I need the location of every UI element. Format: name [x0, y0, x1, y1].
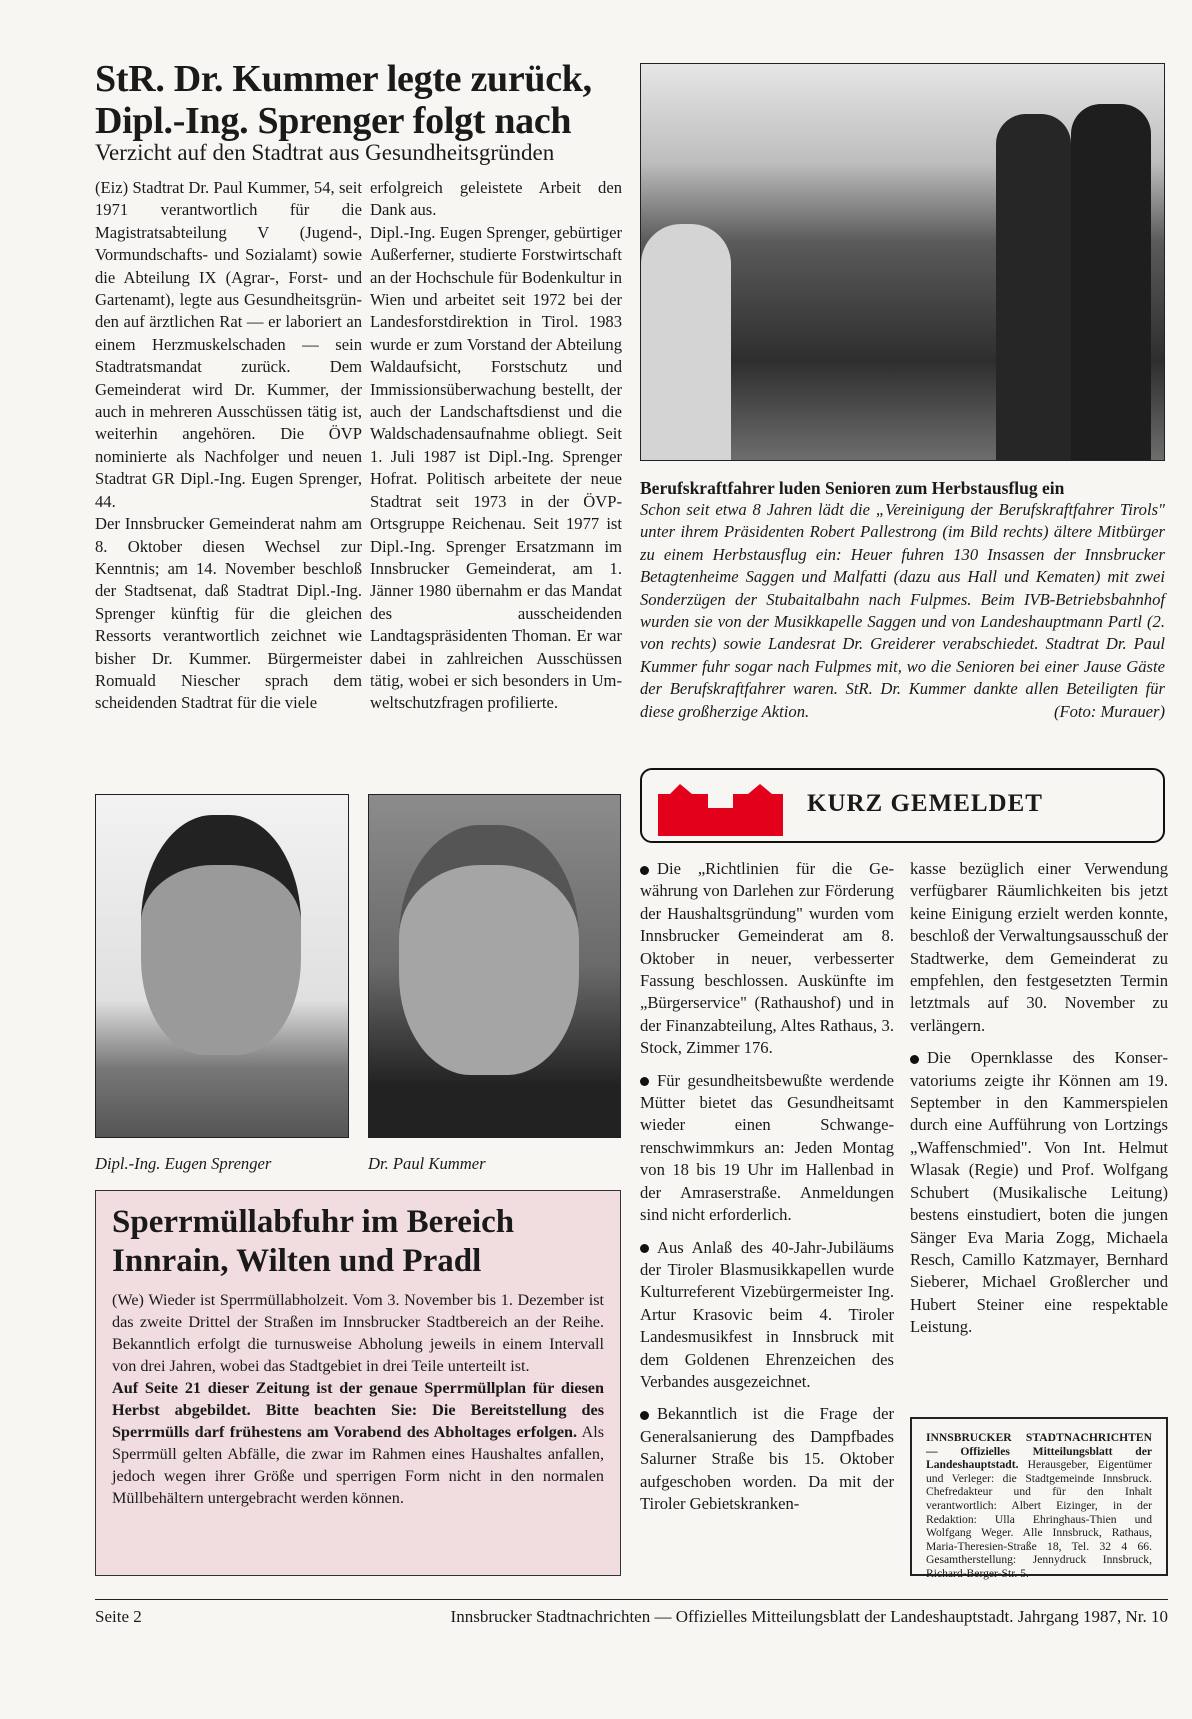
box-title: Sperrmüllabfuhr im Bereich Innrain, Wilten und Pradl	[112, 1204, 515, 1279]
portrait-sprenger	[95, 794, 349, 1138]
news-item-continued: kasse bezüglich einer Verwendung verfügbarer Räumlichkeiten bis jetzt keine Einigung erzielt werden konnte, beschloß der Verwaltungsausschuß der Stadtwerke, dem Gemeinderat zu empfehlen, den festgesetzten Termin letztmals auf 30. November zu verlängern.	[910, 859, 1168, 1035]
portrait-face	[399, 825, 579, 1075]
article-column-2	[370, 177, 622, 715]
kurz-column-2	[910, 858, 1168, 1339]
photo-figure	[641, 224, 731, 461]
seniors-group-photo	[640, 63, 1165, 461]
sperrmuell-box	[95, 1190, 621, 1576]
page-number: Seite 2	[95, 1607, 142, 1626]
caption-text	[640, 499, 1165, 723]
caption-body: Schon seit etwa 8 Jahren lädt die „Vereinigung der Berufskraftfahrer Tirols" unter ihrem Präsidenten Robert Pallestrong (im Bild rechts) ältere Mitbürger zu einem Herbstausflug ein: Heuer fuhren 130 Insassen der Innsbrucker Betagtenheime Saggen und Malfatti (dazu aus Hall und Kematen) mit zwei Sonderzügen der Stubaitalbahn nach Fulpmes. Beim IVB-Betriebsbahnhof wurden sie von der Musikkapelle Saggen und von Landeshauptmann Partl (2. von rechts) sowie Landesrat Dr. Greiderer verabschiedet. Stadtrat Dr. Paul Kummer fuhr sogar nach Fulpmes mit, wo die Senioren bei einer Jause Gäste der Berufskraftfahrer waren. StR. Dr. Kummer dankte allen Beteiligten für diese großherzige Aktion.	[640, 500, 1165, 721]
impressum-box: INNSBRUCKER STADTNACHRICHTEN — Offizielles Mitteilungsblatt der Landeshauptstadt. Herausgeber, Eigentümer und Verleger: die Stadtgemeinde Innsbruck. Chefredakteur und für den Inhalt verantwortlich: Albert Eizinger, in der Redaktion: Ulla Ehringhaus-Thien und Wolfgang Weger. Alle Innsbruck, Rathaus, Maria-Theresien-Straße 18, Tel. 32 4 66. Gesamtherstellung: Jennydruck Innsbruck, Richard-Berger-Str. 5.	[910, 1417, 1168, 1576]
footer-rule	[95, 1599, 1168, 1600]
news-item: Aus Anlaß des 40-Jahr-Jubiläums der Tiroler Blasmusikkapellen wurde Kulturreferent Vizebürgermeister Ing. Artur Krasovic beim 4. Tiroler Landesmusikfest in Innsbruck mit dem Goldenen Ehrenzeichen des Verbandes ausgezeichnet.	[640, 1237, 894, 1391]
headline-line: Dipl.-Ing. Sprenger folgt nach	[95, 100, 572, 142]
paragraph: Dipl.-Ing. Eugen Sprenger, gebürtiger Außerferner, studierte Forstwirtschaft an der Hochschule für Bodenkultur in Wien und arbeitet seit 1972 bei der Landesforstdirektion in Tirol. 1983 wurde er zum Vorstand der Abteilung Waldaufsicht, Forstschutz und Immissionsüberwachung bestellt, der auch der Landschaftsdienst und die Waldschadensaufnahme obliegt. Seit 1. Juli 1987 ist Dipl.-Ing. Sprenger Hofrat. Politisch arbeitete der neue Stadtrat seit 1973 in der ÖVP-Ortsgruppe Reichenau. Seit 1977 ist Dipl.-Ing. Sprenger Ersatzmann im Innsbrucker Gemeinderat, am 1. Jänner 1980 übernahm er das Mandat des ausscheidenden Landtagspräsidenten Thoman. Er war dabei in zahlreichen Ausschüssen tätig, wobei er sich besonders in Umweltschutzfragen profilierte.	[370, 222, 622, 713]
portrait-caption: Dr. Paul Kummer	[368, 1154, 486, 1173]
photo-figure	[996, 114, 1071, 461]
headline	[95, 58, 635, 142]
portrait-kummer	[368, 794, 621, 1138]
news-item: Für gesundheitsbewußte werdende Mütter bietet das Gesundheitsamt wieder einen Schwangerenschwimmkurs an: Jeden Montag von 18 bis 19 Uhr im Hallenbad in der Amraserstraße. Anmeldungen sind nicht erforderlich.	[640, 1070, 894, 1225]
bold-notice: Auf Seite 21 dieser Zeitung ist der genaue Sperrmüllplan für diesen Herbst abgebildet. Bitte beachten Sie: Die Bereitstellung des Sperrmülls darf frühestens am Vorabend des Abholtages erfolgen.	[112, 1379, 604, 1441]
news-item: Die „Richtlinien für die Gewährung von Darlehen zur Förderung der Haushaltsgründung" wurden vom Innsbrucker Gemeinderat am 8. Oktober in neuer, verbesserter Fassung beschlossen. Auskünfte im „Bürgerservice" (Rathaushof) und in der Finanzabteilung, Altes Rathaus, 3. Stock, Zimmer 176.	[640, 859, 894, 1058]
paragraph: Auf Seite 21 dieser Zeitung ist der genaue Sperrmüllplan für diesen Herbst abgebildet. Bitte beachten Sie: Die Bereitstellung des Sperrmülls darf frühestens am Vorabend des Abholtages erfolgen. Als Sperrmüll gelten Abfälle, die zwar im Rahmen eines Haushaltes anfallen, jedoch wegen ihrer Größe und sperrigen Form nicht in den normalen Müllbehältern untergebracht werden können.	[112, 1379, 605, 1507]
section-title: KURZ GEMELDET	[807, 790, 1043, 817]
news-item: Die Opernklasse des Konservatoriums zeigte ihr Können am 19. September in den Kammerspielen durch eine Aufführung von Lortzings „Waffenschmied". Von Int. Helmut Wlasak (Regie) und Prof. Wolfgang Schubert (Musikalische Leitung) bestens einstudiert, boten die jungen Sänger Eva Maria Zogg, Michaela Resch, Camillo Katzmayer, Bernhard Sieberer, Michael Großlercher und Hubert Steiner eine respektable Leistung.	[910, 1048, 1168, 1337]
photo-caption	[640, 477, 1165, 723]
paragraph: (Eiz) Stadtrat Dr. Paul Kummer, 54, seit 1971 verantwortlich für die Magistratsabteilung V (Jugend-, Vormundschafts- und Sozialamt) sowie die Abteilung IX (Agrar-, Forst- und Gartenamt), legte aus Gesundheitsgründen auf ärztlichen Rat — er laboriert an einem Herzmuskelschaden — sein Stadtratsmandat zurück. Dem Gemeinderat wird Dr. Kummer, der auch in mehreren Ausschüssen tätig ist, weiterhin angehören. Die ÖVP nominierte als Nachfolger und neuen Stadtrat GR Dipl.-Ing. Eugen Sprenger, 44.	[95, 178, 362, 511]
box-text	[112, 1289, 604, 1509]
city-castle-logo-icon	[658, 778, 783, 836]
portrait-face	[141, 815, 301, 1055]
headline-line: StR. Dr. Kummer legte zurück,	[95, 58, 592, 100]
kurz-gemeldet-header	[640, 768, 1165, 843]
paragraph: erfolgreich geleistete Arbeit den Dank aus.	[370, 178, 622, 220]
footer-masthead: Innsbrucker Stadtnachrichten — Offizielles Mitteilungsblatt der Landeshauptstadt. Jahrgang 1987, Nr. 10	[450, 1607, 1168, 1626]
photo-figure	[1071, 104, 1151, 461]
news-item: Bekanntlich ist die Frage der Generalsanierung des Dampfbades Salurner Straße bis 15. Oktober aufgeschoben worden. Da mit der Tiroler Gebietskranken-	[640, 1404, 894, 1513]
kurz-column-1	[640, 858, 894, 1515]
portrait-caption: Dipl.-Ing. Eugen Sprenger	[95, 1154, 272, 1173]
subheadline: Verzicht auf den Stadtrat aus Gesundheitsgründen	[95, 140, 555, 165]
paragraph: (We) Wieder ist Sperrmüllabholzeit. Vom 3. November bis 1. Dezember ist das zweite Drittel der Straßen im Innsbrucker Stadtbereich an der Reihe. Bekanntlich erfolgt die turnusweise Abholung jeweils in einem Intervall von drei Jahren, wobei das Stadtgebiet in drei Teile unterteilt ist.	[112, 1291, 604, 1375]
photo-credit: (Foto: Murauer)	[1053, 701, 1165, 721]
paragraph: Der Innsbrucker Gemeinderat nahm am 8. Oktober diesen Wechsel zur Kenntnis; am 14. November beschloß der Stadtsenat, daß Stadtrat Dipl.-Ing. Sprenger künftig für die gleichen Ressorts verantwortlich zeichnet wie bisher Dr. Kummer. Bürgermeister Romuald Niescher sprach dem scheidenden Stadtrat für die viele	[95, 514, 362, 713]
caption-title: Berufskraftfahrer luden Senioren zum Herbstausflug ein	[640, 478, 1065, 498]
article-column-1	[95, 177, 362, 715]
